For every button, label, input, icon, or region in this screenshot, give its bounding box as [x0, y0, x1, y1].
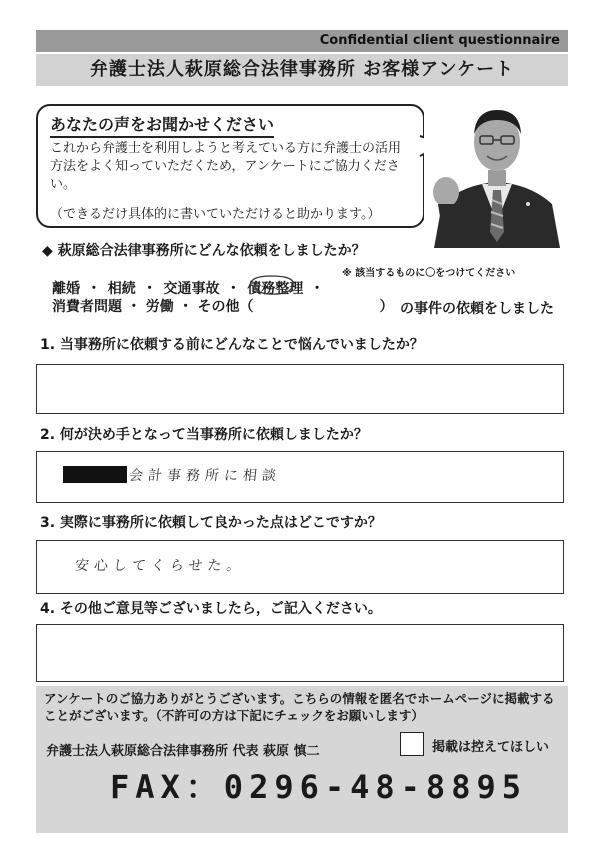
case-options-line1: 離婚 ・ 相続 ・ 交通事故 ・ 債務整理 ・ — [52, 281, 325, 297]
question-3-label: 3. 実際に事務所に依頼して良かった点はどこですか？ — [40, 515, 382, 531]
question-4-label: 4. その他ご意見等ございましたら，ご記入ください。 — [40, 601, 382, 617]
question-1-label: 1. 当事務所に依頼する前にどんなことで悩んでいましたか？ — [40, 337, 424, 353]
footer-firm-name: 弁護士法人萩原総合法律事務所 代表 萩原 慎二 — [46, 744, 320, 759]
case-suffix: の事件の依頼をしました — [400, 301, 554, 317]
lawyer-photo — [424, 92, 570, 248]
header-tag-bar — [36, 30, 568, 52]
redaction-block — [63, 466, 127, 483]
question-3-answer-box[interactable] — [36, 540, 564, 594]
case-type-question: ◆ 萩原総合法律事務所にどんな依頼をしましたか？ — [42, 243, 366, 259]
footer-panel — [36, 686, 568, 833]
no-publish-checkbox-label: 掲載は控えてほしい — [432, 740, 550, 755]
fax-number: FAX：0296-48-8895 — [110, 768, 527, 806]
page-title: 弁護士法人萩原総合法律事務所 お客様アンケート — [36, 54, 568, 86]
question-4-answer-box[interactable] — [36, 624, 564, 682]
intro-speech-bubble — [36, 104, 425, 228]
intro-title: あなたの声をお聞かせください — [50, 112, 274, 138]
question-1-answer-box[interactable] — [36, 364, 564, 414]
question-2-label: 2. 何が決め手となって当事務所に依頼しましたか？ — [40, 427, 368, 443]
intro-body: これから弁護士を利用しようと考えている方に弁護士の活用方法をよく知っていただくため，アンケートにご協力ください。 — [50, 141, 402, 192]
intro-note: （できるだけ具体的に書いていただけると助かります。） — [50, 207, 381, 222]
header-tag-text: Confidential client questionnaire — [319, 33, 560, 48]
question-2-answer: 会計事務所に相談 — [128, 468, 282, 484]
case-options-line2: 消費者問題 ・ 労働 ・ その他（ ） — [52, 299, 394, 315]
question-3-answer: 安心してくらせた。 — [74, 558, 247, 574]
footer-message: アンケートのご協力ありがとうございます。こちらの情報を匿名でホームページに掲載することがございます。（不許可の方は下記にチェックをお願いします） — [44, 691, 555, 723]
question-2-answer-box[interactable] — [36, 451, 564, 503]
selected-option-circle — [245, 274, 297, 296]
case-type-note: ※ 該当するものに〇をつけてください — [342, 268, 516, 279]
no-publish-checkbox[interactable] — [400, 732, 424, 756]
